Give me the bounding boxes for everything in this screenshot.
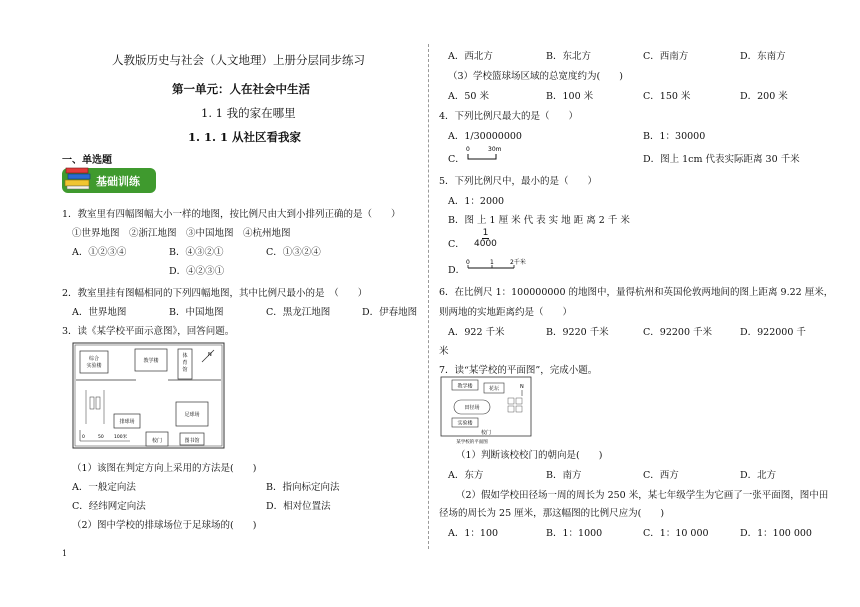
q3-s2-option-d[interactable]: D．东南方 (740, 51, 786, 62)
q3-sub2: （2）图中学校的排球场位于足球场的( ) (72, 520, 257, 531)
q6-option-a[interactable]: A．922 千米 (448, 327, 505, 338)
q5-scale-1: 1 (490, 259, 494, 266)
q5-scale-2: 2千米 (510, 259, 526, 266)
map2-caption: 某学校的平面图 (456, 440, 488, 445)
document-title: 人教版历史与社会（人文地理）上册分层同步练习 (112, 53, 365, 67)
page-number: 1 (62, 549, 68, 558)
map-label-n: N (208, 352, 212, 358)
map-label-gate: 校门 (151, 438, 163, 444)
map-scale-50: 50 (98, 435, 104, 440)
q2-stem: 2．教室里挂有图幅相同的下列四幅地图，其中比例尺最小的是 （ ） (62, 288, 368, 299)
q3-s2-option-a[interactable]: A．西北方 (448, 51, 493, 62)
q2-option-b[interactable]: B．中国地图 (169, 307, 224, 318)
q3-s1-option-b[interactable]: B．指向标定向法 (266, 482, 340, 493)
q4-scale-30m: 30m (488, 146, 502, 153)
lab-building (80, 351, 108, 373)
q5-frac-num: 1 (482, 228, 489, 238)
q7-s2-option-b[interactable]: B．1：1000 (546, 528, 603, 539)
q4-option-a[interactable]: A．1/30000000 (448, 131, 522, 142)
q6-option-d-continued: 米 (439, 346, 449, 357)
map-label-teaching: 教学楼 (143, 358, 159, 364)
q2-option-a[interactable]: A．世界地图 (72, 307, 127, 318)
map-scale-100: 100米 (114, 435, 128, 440)
q7-s1-option-a[interactable]: A．东方 (448, 470, 484, 481)
books-icon (64, 164, 92, 191)
q7-sub2-line2: 径场的周长为 25 厘米，那这幅图的比例尺应为( ) (439, 508, 665, 519)
sublesson-title: 1. 1. 1 从社区看我家 (188, 130, 302, 144)
q3-s3-option-a[interactable]: A．50 米 (448, 91, 489, 102)
q1-option-c[interactable]: C．①③②④ (266, 247, 321, 258)
q1-option-d[interactable]: D．④②③① (169, 266, 225, 277)
q7-s1-option-d[interactable]: D．北方 (740, 470, 777, 481)
map2-label-track: 田径场 (464, 405, 480, 411)
q5-option-d[interactable]: D． (448, 265, 466, 276)
unit-title: 第一单元：人在社会中生活 (172, 82, 310, 96)
q4-option-c[interactable]: C． (448, 154, 465, 165)
q2-option-c[interactable]: C．黑龙江地图 (266, 307, 331, 318)
q4-scale-0: 0 (466, 146, 470, 153)
q1-items: ①世界地图 ②浙江地图 ③中国地图 ④杭州地图 (72, 228, 291, 239)
q3-sub3: （3）学校篮球场区域的总宽度约为( ) (448, 71, 623, 82)
q4-scale-bar (464, 142, 504, 162)
q4-stem: 4．下列比例尺最大的是（ ） (439, 111, 579, 122)
q6-stem-line1: 6．在比例尺 1：100000000 的地图中，量得杭州和英国伦敦两地间的图上距离 9.22 厘米， (439, 287, 834, 298)
q3-s1-option-a[interactable]: A．一般定向法 (72, 482, 136, 493)
q3-stem: 3．读《某学校平面示意图》，回答问题。 (62, 326, 235, 337)
q7-s2-option-d[interactable]: D．1：100 000 (740, 528, 812, 539)
q3-s3-option-c[interactable]: C．150 米 (643, 91, 691, 102)
map-label-volleyball: 排球场 (119, 419, 135, 425)
map-label-ti: 体 (182, 353, 188, 359)
map2-label-lab: 实验楼 (457, 420, 473, 427)
map2-label-gate: 校门 (480, 430, 492, 436)
lesson-title: 1. 1 我的家在哪里 (201, 106, 296, 120)
q6-option-c[interactable]: C．92200 千米 (643, 327, 713, 338)
q3-s3-option-d[interactable]: D．200 米 (740, 91, 788, 102)
q5-option-b[interactable]: B．图 上 1 厘 米 代 表 实 地 距 离 2 千 米 (448, 215, 630, 226)
q2-option-d[interactable]: D．伊春地图 (362, 307, 418, 318)
map-label-lab: 实验楼 (86, 363, 102, 369)
q6-stem-line2: 则两地的实地距离约是（ ） (439, 307, 573, 318)
q5-option-a[interactable]: A．1：2000 (448, 196, 505, 207)
q1-option-b[interactable]: B．④③②① (169, 247, 224, 258)
map-label-zonghe: 综合 (88, 356, 100, 362)
column-divider (428, 44, 429, 549)
q7-s2-option-c[interactable]: C．1：10 000 (643, 528, 709, 539)
map2-label-flowerbed: 花坛 (488, 386, 500, 392)
q5-frac-den: 4000 (474, 239, 497, 249)
map-label-guan: 馆 (182, 367, 188, 373)
q7-sub1: （1）判断该校校门的朝向是( ) (456, 450, 603, 461)
school-plan-map (72, 342, 225, 449)
map-label-library: 图书馆 (184, 438, 200, 444)
q3-s1-option-d[interactable]: D．相对位置法 (266, 501, 331, 512)
q3-s1-option-c[interactable]: C．经纬网定向法 (72, 501, 146, 512)
q5-stem: 5．下列比例尺中，最小的是（ ） (439, 176, 598, 187)
section-heading: 一、单选题 (62, 155, 112, 166)
q3-s2-option-b[interactable]: B．东北方 (546, 51, 591, 62)
q3-sub1: （1）该图在判定方向上采用的方法是( ) (72, 463, 257, 474)
q5-fraction (474, 228, 497, 249)
q7-stem: 7．读“某学校的平面图”，完成小题。 (439, 365, 598, 376)
map-label-yu: 育 (182, 360, 188, 366)
q7-s2-option-a[interactable]: A．1：100 (448, 528, 499, 539)
q5-scale-0: 0 (466, 259, 470, 266)
badge-label: 基础训练 (96, 175, 140, 188)
q3-s2-option-c[interactable]: C．西南方 (643, 51, 689, 62)
practice-badge (62, 168, 156, 193)
map-scale-0: 0 (82, 435, 85, 440)
q3-s3-option-b[interactable]: B．100 米 (546, 91, 594, 102)
q6-option-b[interactable]: B．9220 千米 (546, 327, 609, 338)
map2-label-n: N (520, 384, 524, 390)
q4-option-b[interactable]: B．1：30000 (643, 131, 706, 142)
map-label-football: 足球场 (184, 412, 200, 418)
q7-s1-option-c[interactable]: C．西方 (643, 470, 679, 481)
q4-option-d[interactable]: D．图上 1cm 代表实际距离 30 千米 (643, 154, 800, 165)
q5-scale-bar (464, 256, 536, 272)
q1-option-a[interactable]: A．①②③④ (72, 247, 127, 258)
q6-option-d[interactable]: D．922000 千 (740, 327, 806, 338)
q7-s1-option-b[interactable]: B．南方 (546, 470, 582, 481)
q5-option-c[interactable]: C． (448, 239, 465, 250)
q1-stem: 1．教室里有四幅图幅大小一样的地图，按比例尺由大到小排列正确的是（ ） (62, 209, 401, 220)
map2-label-teaching: 教学楼 (457, 383, 473, 390)
q7-sub2-line1: （2）假如学校田径场一周的周长为 250 米，某七年级学生为它画了一张平面图，图中田 (456, 490, 829, 501)
school-plan-map-2 (440, 376, 532, 446)
